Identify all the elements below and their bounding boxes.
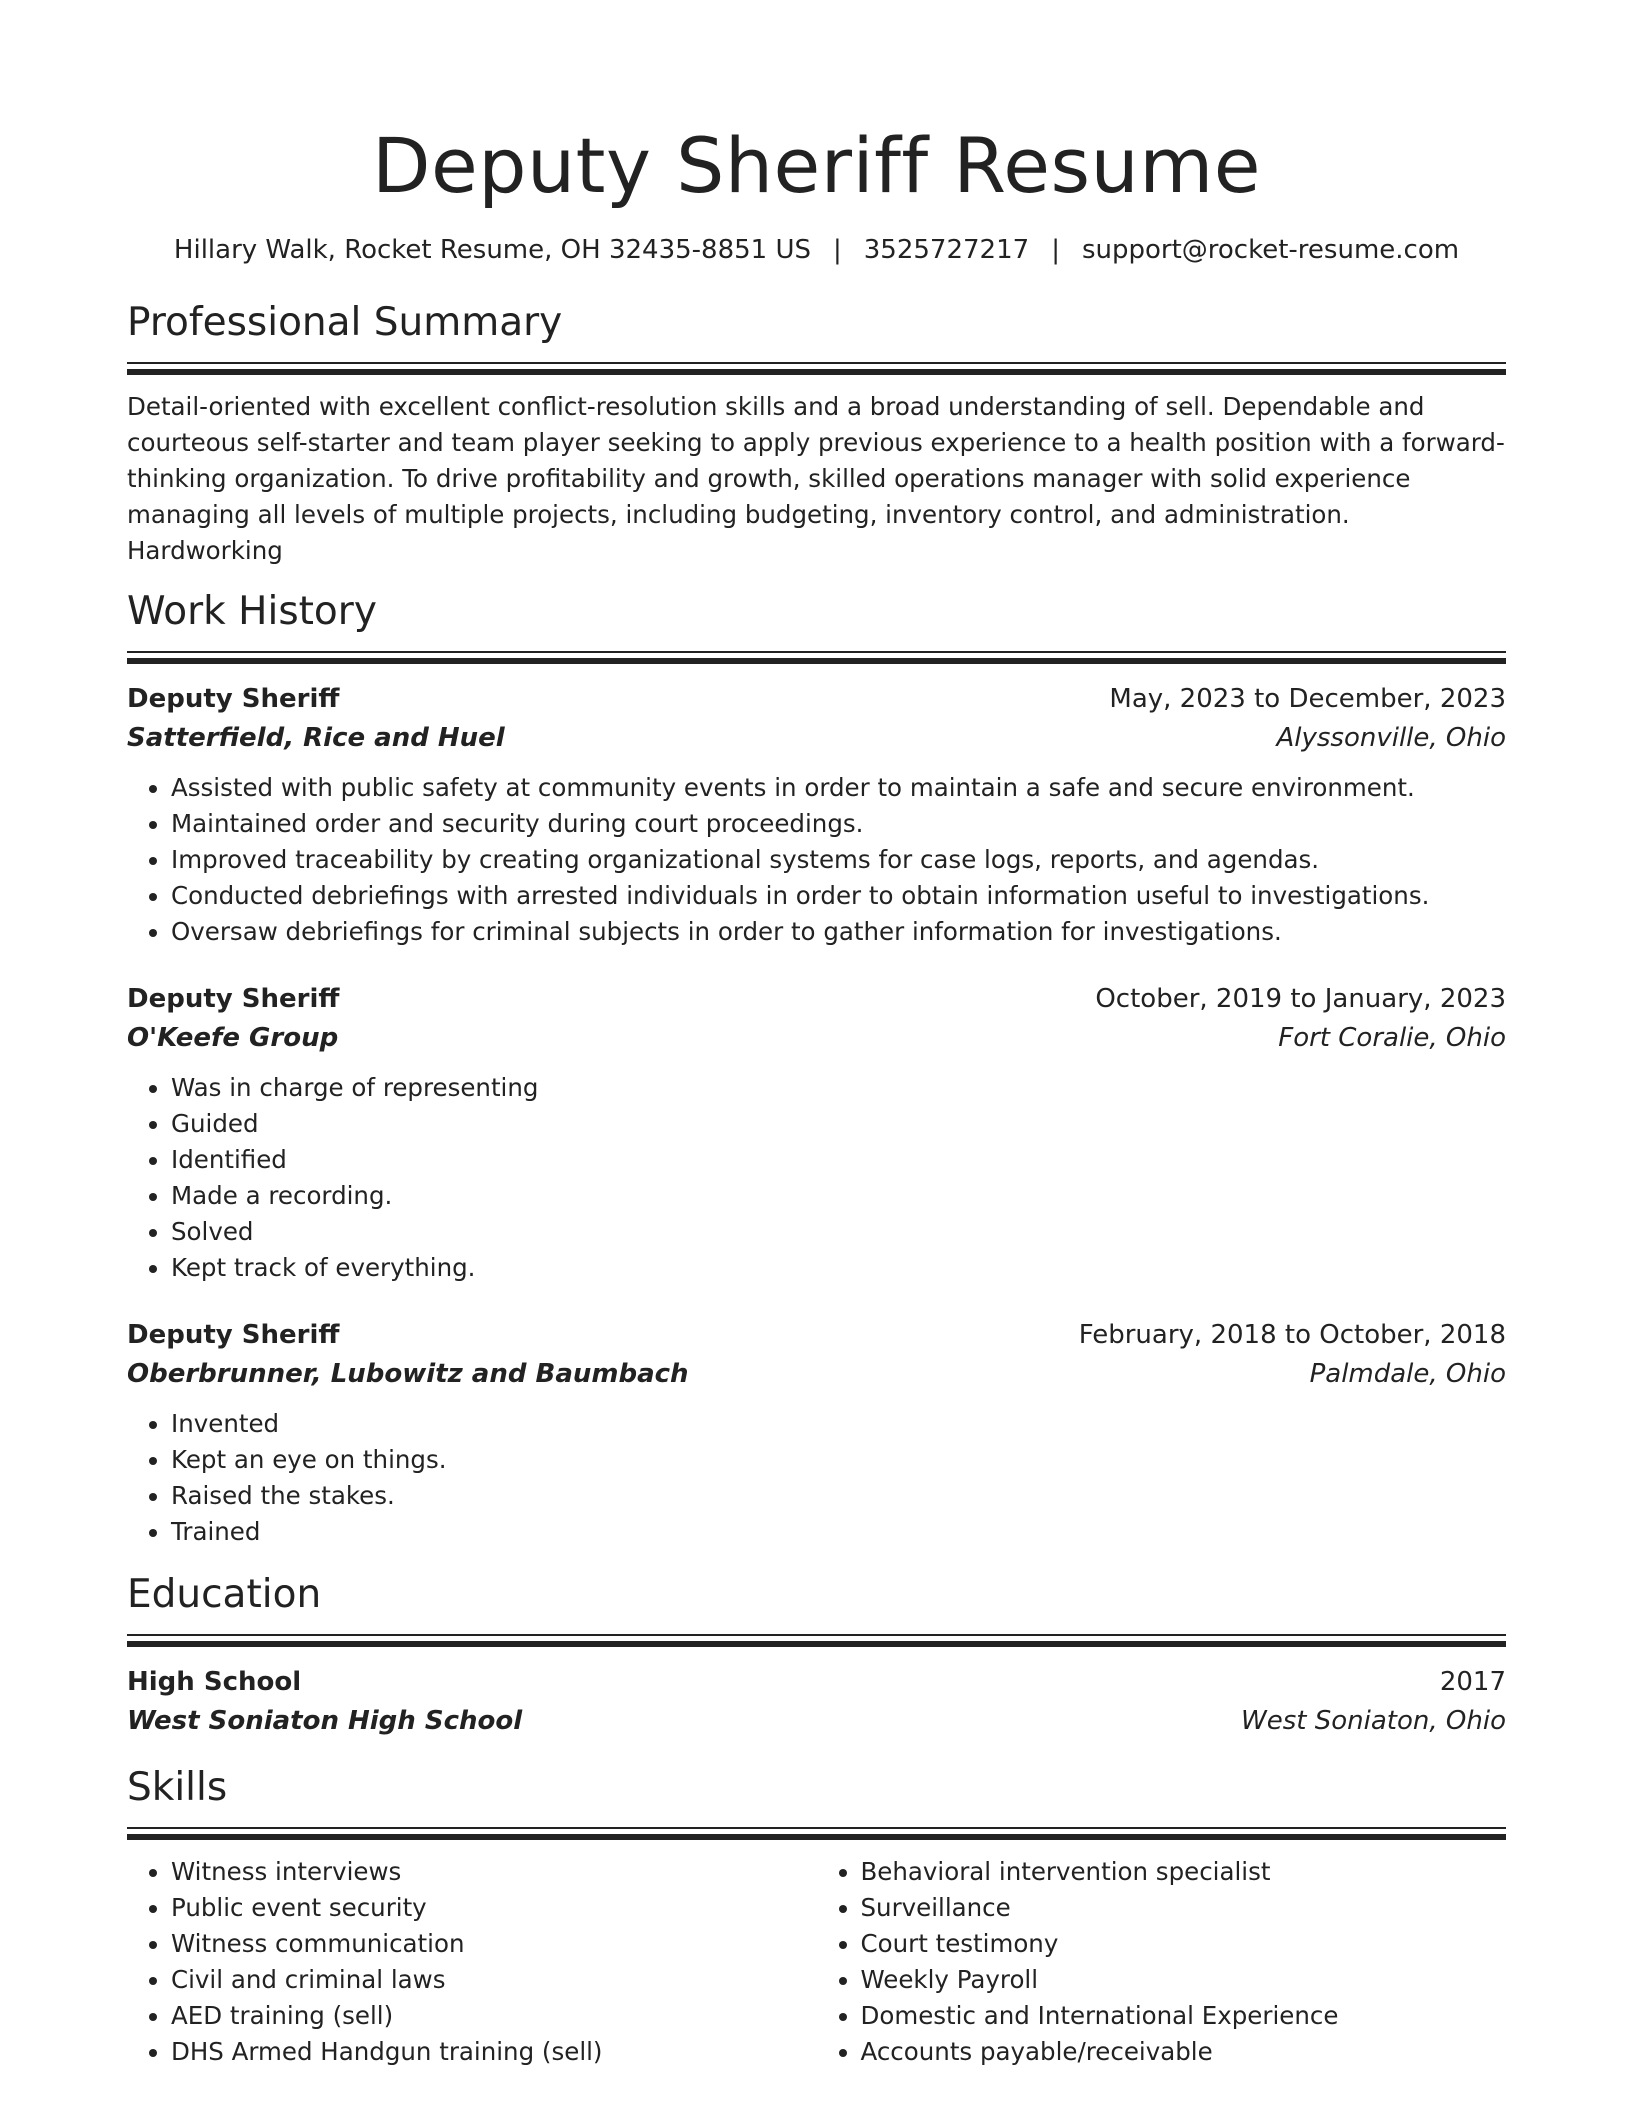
summary-text: Detail-oriented with excellent conflict-resolution skills and a broad understanding of sell. Dependable and courteous self-starter and team player seeking to apply previous experience to a health position with a forward-thinking organization. To drive profitability and growth, skilled operations manager with solid experience managing all levels of multiple projects, including budgeting, inventory control, and administration. Hardworking: [127, 392, 1505, 565]
job-title: Deputy Sheriff: [127, 684, 340, 714]
job-duty-item: • Assisted with public safety at community events in order to maintain a safe and secure environment.: [171, 770, 1506, 806]
job-duty-item: • Oversaw debriefings for criminal subjects in order to gather information for investigations.: [171, 914, 1506, 950]
job-entry: [127, 1316, 1506, 1550]
skills-column-left: [127, 1854, 817, 2070]
education-heading: Education: [127, 1572, 322, 1617]
contact-line: [127, 232, 1506, 268]
job-duty-item: • Kept an eye on things.: [171, 1442, 1506, 1478]
section-divider: [127, 651, 1506, 664]
contact-separator: |: [1051, 235, 1060, 265]
skill-item: • DHS Armed Handgun training (sell): [171, 2034, 817, 2070]
skills-grid: [127, 1854, 1506, 2070]
skill-item: • Civil and criminal laws: [171, 1962, 817, 1998]
contact-address: Hillary Walk, Rocket Resume, OH 32435-8851 US: [173, 235, 811, 265]
skills-section: [127, 1763, 1506, 2070]
job-duty-item: • Guided: [171, 1106, 1506, 1142]
job-duties: [127, 1406, 1506, 1550]
education-degree: High School: [127, 1667, 302, 1697]
job-company: Oberbrunner, Lubowitz and Baumbach: [127, 1359, 689, 1389]
job-dates: October, 2019 to January, 2023: [1095, 984, 1506, 1014]
skill-item: • Court testimony: [861, 1926, 1507, 1962]
summary-heading: Professional Summary: [127, 300, 563, 345]
job-entry: [127, 980, 1506, 1286]
job-company: O'Keefe Group: [127, 1023, 339, 1053]
job-dates: May, 2023 to December, 2023: [1109, 684, 1506, 714]
job-subheader: [127, 718, 1506, 758]
job-duty-item: • Solved: [171, 1214, 1506, 1250]
job-location: Alyssonville, Ohio: [1276, 723, 1506, 753]
job-header: [127, 1316, 1506, 1354]
skills-list: [817, 1854, 1507, 2070]
job-duty-item: • Maintained order and security during court proceedings.: [171, 806, 1506, 842]
skill-item: • Witness interviews: [171, 1854, 817, 1890]
job-duty-item: • Improved traceability by creating organizational systems for case logs, reports, and agendas.: [171, 842, 1506, 878]
job-header: [127, 680, 1506, 718]
job-duties: [127, 1070, 1506, 1286]
job-duty-item: • Trained: [171, 1514, 1506, 1550]
job-duty-item: • Was in charge of representing: [171, 1070, 1506, 1106]
education-school: West Soniaton High School: [127, 1706, 523, 1736]
education-location: West Soniaton, Ohio: [1241, 1706, 1506, 1736]
skill-item: • Domestic and International Experience: [861, 1998, 1507, 2034]
job-duty-item: • Conducted debriefings with arrested individuals in order to obtain information useful to investigations.: [171, 878, 1506, 914]
job-title: Deputy Sheriff: [127, 984, 340, 1014]
education-subheader: [127, 1701, 1506, 1741]
job-duty-item: • Raised the stakes.: [171, 1478, 1506, 1514]
job-duties: [127, 770, 1506, 950]
contact-phone: 3525727217: [863, 235, 1030, 265]
skill-item: • Public event security: [171, 1890, 817, 1926]
skill-item: • Accounts payable/receivable: [861, 2034, 1507, 2070]
skill-item: • Witness communication: [171, 1926, 817, 1962]
summary-section: [127, 298, 1506, 569]
job-duty-item: • Made a recording.: [171, 1178, 1506, 1214]
job-subheader: [127, 1354, 1506, 1394]
skill-item: • Surveillance: [861, 1890, 1507, 1926]
skills-heading: Skills: [127, 1765, 228, 1810]
job-subheader: [127, 1018, 1506, 1058]
job-title: Deputy Sheriff: [127, 1320, 340, 1350]
education-section: [127, 1570, 1506, 1741]
skills-column-right: [817, 1854, 1507, 2070]
section-divider: [127, 1634, 1506, 1647]
job-duty-item: • Kept track of everything.: [171, 1250, 1506, 1286]
skill-item: • Weekly Payroll: [861, 1962, 1507, 1998]
job-company: Satterfield, Rice and Huel: [127, 723, 505, 753]
job-location: Palmdale, Ohio: [1309, 1359, 1506, 1389]
page-title: Deputy Sheriff Resume: [371, 121, 1262, 210]
skills-list: [127, 1854, 817, 2070]
section-divider: [127, 362, 1506, 375]
education-year: 2017: [1439, 1667, 1506, 1697]
work-history-heading: Work History: [127, 589, 377, 634]
education-header: [127, 1663, 1506, 1701]
skill-item: • Behavioral intervention specialist: [861, 1854, 1507, 1890]
education-entry: [127, 1663, 1506, 1741]
job-header: [127, 980, 1506, 1018]
job-entry: [127, 680, 1506, 950]
job-dates: February, 2018 to October, 2018: [1078, 1320, 1506, 1350]
skill-item: • AED training (sell): [171, 1998, 817, 2034]
contact-email: support@rocket-resume.com: [1081, 235, 1460, 265]
section-divider: [127, 1827, 1506, 1840]
job-duty-item: • Invented: [171, 1406, 1506, 1442]
contact-separator: |: [833, 235, 842, 265]
job-location: Fort Coralie, Ohio: [1278, 1023, 1506, 1053]
work-history-section: [127, 587, 1506, 1550]
job-duty-item: • Identified: [171, 1142, 1506, 1178]
